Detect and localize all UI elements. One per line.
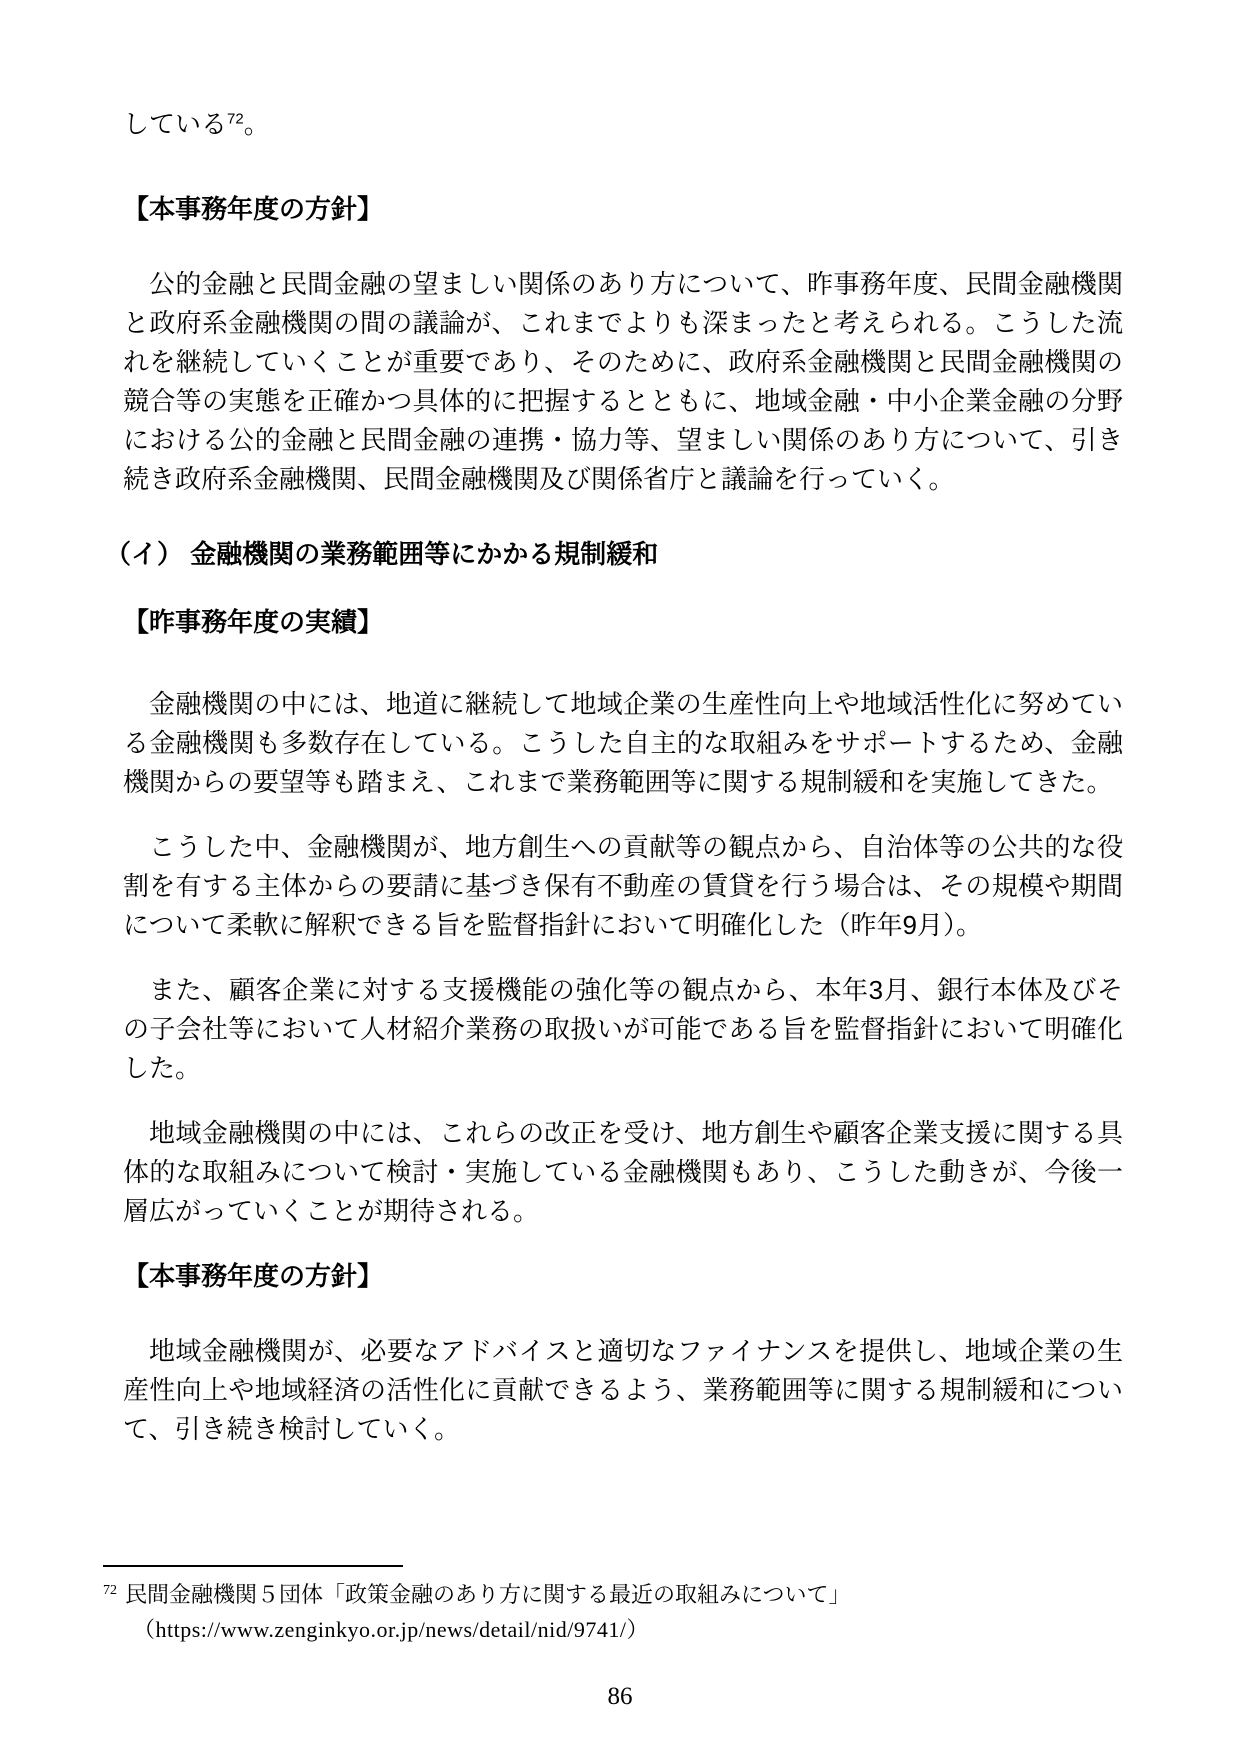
paragraph-group-results xyxy=(123,685,1123,1231)
footnote-text: 民間金融機関５団体「政策金融のあり方に関する最近の取組みについて」 xyxy=(125,1582,851,1607)
paragraph-regional-institutions-expectation: 地域金融機関の中には、これらの改正を受け、地方創生や顧客企業支援に関する具体的な取組みについて検討・実施している金融機関もあり、こうした動きが、今後一層広がっていくことが期待される。 xyxy=(123,1118,1123,1226)
fragment-period: 。 xyxy=(243,109,270,139)
paragraph-hr-referral-business: また、顧客企業に対する支援機能の強化等の観点から、本年3月、銀行本体及びその子会社等において人材紹介業務の取扱いが可能である旨を監督指針において明確化した。 xyxy=(123,975,1123,1083)
paragraph-public-private-finance: 公的金融と民間金融の望ましい関係のあり方について、昨事務年度、民間金融機関と政府系金融機関の間の議論が、これまでよりも深まったと考えられる。こうした流れを継続していくことが重要であり、そのために、政府系金融機関と民間金融機関の競合等の実態を正確かつ具体的に把握するとともに、地域金融・中小企業金融の分野における公的金融と民間金融の連携・協力等、望ましい関係のあり方について、引き続き政府系金融機関、民間金融機関及び関係省庁と議論を行っていく。 xyxy=(123,269,1123,494)
footnote-reference-72: 72 xyxy=(227,110,244,128)
section-heading-policy-current-year-2: 【本事務年度の方針】 xyxy=(123,1261,384,1291)
footnote-marker: 72 xyxy=(103,1582,117,1598)
paragraph-real-estate-leasing: こうした中、金融機関が、地方創生への貢献等の観点から、自治体等の公共的な役割を有する主体からの要請に基づき保有不動産の賃貸を行う場合は、その規模や期間について柔軟に解釈できる旨を監督指針において明確化した（昨年9月）。 xyxy=(123,832,1123,940)
footnote-area xyxy=(103,1565,1123,1647)
section-heading-policy-current-year-1: 【本事務年度の方針】 xyxy=(123,194,384,224)
paragraph-continuation xyxy=(123,105,1123,144)
subsection-heading-deregulation: （イ） 金融機関の業務範囲等にかかる規制緩和 xyxy=(105,539,659,569)
paragraph-financial-institutions-efforts: 金融機関の中には、地道に継続して地域企業の生産性向上や地域活性化に努めている金融機関も多数存在している。こうした自主的な取組みをサポートするため、金融機関からの要望等も踏まえ、これまで業務範囲等に関する規制緩和を実施してきた。 xyxy=(123,689,1123,797)
page-number: 86 xyxy=(607,1683,633,1710)
paragraph-continued-deregulation-review: 地域金融機関が、必要なアドバイスと適切なファイナンスを提供し、地域企業の生産性向上や地域経済の活性化に貢献できるよう、業務範囲等に関する規制緩和について、引き続き検討していく。 xyxy=(123,1336,1123,1444)
fragment-text: している xyxy=(123,109,228,139)
footnote-url: （https://www.zenginkyo.or.jp/news/detail/nid/9741/） xyxy=(133,1617,649,1642)
document-body xyxy=(105,0,1123,1475)
footnote-separator xyxy=(103,1565,403,1567)
section-heading-results-last-year: 【昨事務年度の実績】 xyxy=(123,607,384,637)
footnote-72 xyxy=(103,1577,1123,1612)
